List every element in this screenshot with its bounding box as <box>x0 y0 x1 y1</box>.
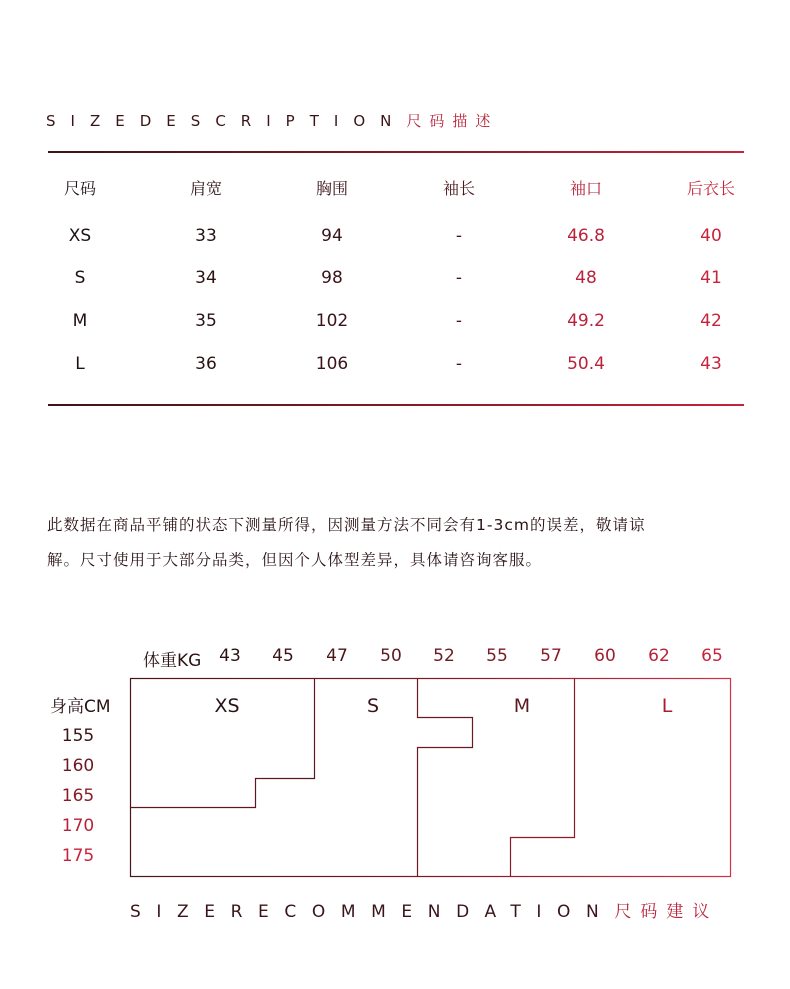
recommendation-title-en-letter: I <box>536 902 558 922</box>
description-title-en-letter: E <box>166 112 191 130</box>
table-cell: XS <box>68 226 92 246</box>
description-title-en-letter: I <box>266 112 286 130</box>
description-title-en-letter: T <box>309 112 334 130</box>
description-title-en-letter: Z <box>89 112 116 130</box>
recommendation-title-zh-letter: 尺 <box>614 902 641 922</box>
weight-tick: 60 <box>594 646 616 666</box>
table-header-cell: 尺码 <box>63 179 96 198</box>
description-title-en-letter: E <box>115 112 140 130</box>
table-cell: - <box>455 226 463 246</box>
description-title-en-letter: O <box>353 112 381 130</box>
weight-tick: 50 <box>380 646 402 666</box>
description-title-zh-letter: 码 <box>429 112 453 130</box>
table-cell: - <box>455 354 463 374</box>
table-header-cell: 肩宽 <box>189 179 222 198</box>
recommendation-title-en-letter: Z <box>177 902 205 922</box>
table-cell: M <box>72 311 88 331</box>
table-cell: 98 <box>321 268 343 288</box>
measurement-note-line1: 此数据在商品平铺的状态下测量所得，因测量方法不同会有1-3cm的误差，敬请谅 <box>47 516 646 534</box>
description-title-en-letter: P <box>285 112 310 130</box>
table-cell: 46.8 <box>567 226 605 246</box>
weight-tick: 52 <box>433 646 455 666</box>
weight-tick: 65 <box>701 646 723 666</box>
height-tick: 160 <box>61 756 95 776</box>
description-title-en-letter: S <box>46 112 71 130</box>
weight-tick: 47 <box>326 646 348 666</box>
recommendation-title-en-letter: M <box>371 902 402 922</box>
description-title-zh-letter: 述 <box>475 112 499 130</box>
table-cell: 50.4 <box>567 354 605 374</box>
recommendation-title-en-letter: R <box>230 902 259 922</box>
recommendation-title-en-letter: N <box>427 902 457 922</box>
table-cell: - <box>455 311 463 331</box>
table-cell: 40 <box>700 226 722 246</box>
recommendation-title-en-letter: I <box>156 902 178 922</box>
table-cell: S <box>74 268 86 288</box>
table-cell: 42 <box>700 311 722 331</box>
zone-label-xs: XS <box>214 695 240 717</box>
description-title-en-letter: D <box>139 112 167 130</box>
recommendation-title-en-letter: E <box>258 902 285 922</box>
height-tick: 170 <box>61 816 95 836</box>
zone-label-l: L <box>661 695 673 717</box>
table-cell: 33 <box>195 226 217 246</box>
s-m-boundary <box>418 678 473 877</box>
description-title-en-letter: C <box>215 112 241 130</box>
recommendation-title-zh-letter: 建 <box>666 902 693 922</box>
recommendation-title-en-letter: C <box>284 902 312 922</box>
height-tick: 175 <box>61 846 95 866</box>
description-title-zh-letter: 尺 <box>406 112 430 130</box>
recommendation-title-zh-letter: 议 <box>692 902 719 922</box>
zone-label-s: S <box>366 695 380 717</box>
table-header-cell: 袖口 <box>569 179 602 198</box>
recommendation-title-en-letter: M <box>340 902 372 922</box>
table-cell: 36 <box>195 354 217 374</box>
description-title-en-letter: S <box>190 112 216 130</box>
description-title-en-letter: I <box>70 112 90 130</box>
recommendation-title-en-letter: A <box>484 902 511 922</box>
table-cell: - <box>455 268 463 288</box>
table-cell: 43 <box>700 354 722 374</box>
table-cell: 106 <box>315 354 349 374</box>
table-header-cell: 胸围 <box>315 179 348 198</box>
recommendation-title-en-letter: N <box>586 902 615 922</box>
table-cell: 35 <box>195 311 217 331</box>
table-cell: 49.2 <box>567 311 605 331</box>
description-title-en-letter: N <box>380 112 407 130</box>
description-title-en-letter: I <box>333 112 354 130</box>
recommendation-title <box>130 897 718 922</box>
zone-label-m: M <box>513 695 531 717</box>
recommendation-title-en <box>130 902 614 922</box>
weight-tick: 43 <box>219 646 241 666</box>
weight-tick: 55 <box>486 646 508 666</box>
height-tick: 165 <box>61 786 95 806</box>
recommendation-title-zh <box>614 902 718 922</box>
recommendation-title-zh-letter: 码 <box>640 902 667 922</box>
measurement-note-line2: 解。尺寸使用于大部分品类，但因个人体型差异，具体请咨询客服。 <box>47 551 543 569</box>
table-cell: 48 <box>575 268 597 288</box>
description-title-zh-letter: 描 <box>452 112 476 130</box>
height-tick: 155 <box>61 726 95 746</box>
weight-tick: 45 <box>272 646 294 666</box>
table-header-cell: 袖长 <box>442 179 475 198</box>
weight-tick: 62 <box>648 646 670 666</box>
recommendation-title-en-letter: T <box>510 902 537 922</box>
description-title-en-letter: R <box>240 112 267 130</box>
recommendation-title-en-letter: O <box>311 902 341 922</box>
recommendation-title-en-letter: E <box>401 902 428 922</box>
table-cell: 102 <box>315 311 349 331</box>
table-cell: 94 <box>321 226 343 246</box>
table-cell: L <box>75 354 85 374</box>
table-header-cell: 后衣长 <box>686 179 735 198</box>
recommendation-title-en-letter: D <box>456 902 485 922</box>
height-axis-label: 身高CM <box>50 697 111 717</box>
weight-tick: 57 <box>540 646 562 666</box>
table-cell: 41 <box>700 268 722 288</box>
weight-axis-label: 体重KG <box>143 651 202 671</box>
recommendation-title-en-letter: E <box>204 902 231 922</box>
table-cell: 34 <box>195 268 217 288</box>
recommendation-title-en-letter: S <box>130 902 157 922</box>
recommendation-title-en-letter: O <box>557 902 587 922</box>
